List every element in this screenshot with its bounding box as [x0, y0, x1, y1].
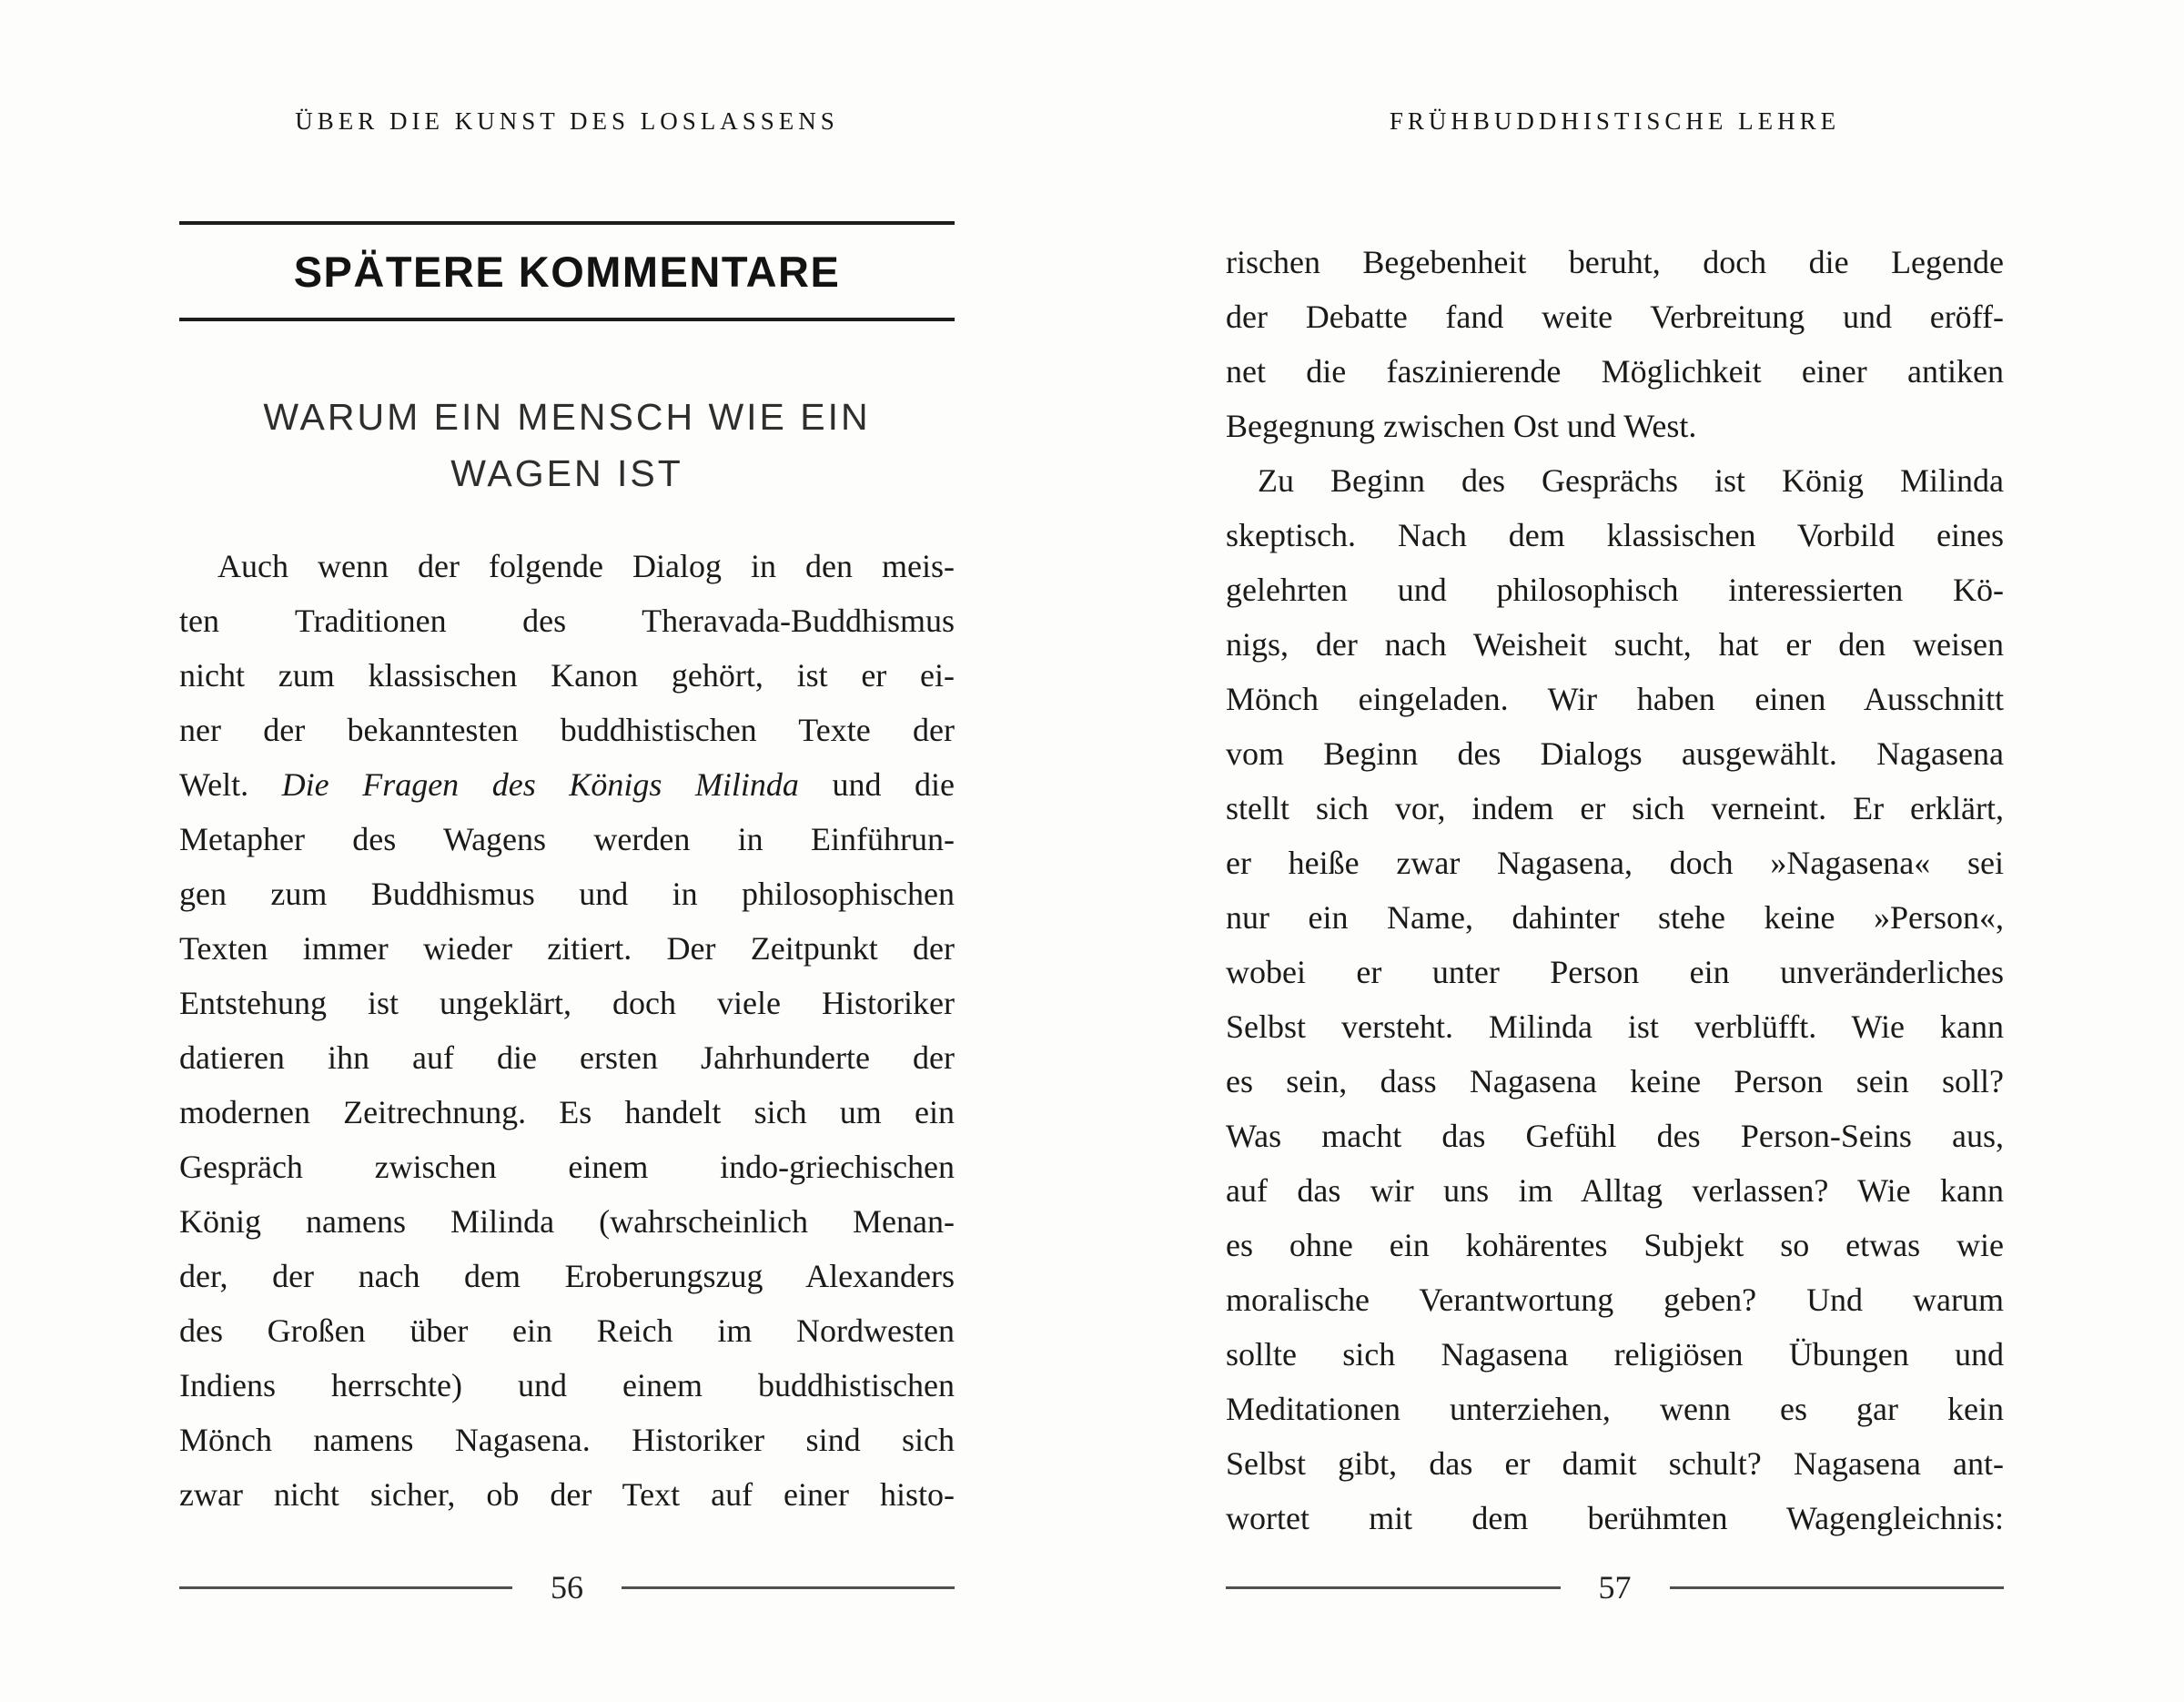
text-line: Mönch namens Nagasena. Historiker sind sich	[179, 1422, 955, 1458]
page-footer-right	[1226, 1567, 2004, 1607]
text-line: nigs, der nach Weisheit sucht, hat er den weisen	[1226, 626, 2004, 663]
section-title-box	[179, 221, 955, 321]
text-line: er heiße zwar Nagasena, doch »Nagasena« sei	[1226, 845, 2004, 881]
text-line: des Großen über ein Reich im Nordwesten	[179, 1312, 955, 1349]
text-line: gelehrten und philosophisch interessierten Kö-	[1226, 572, 2004, 608]
footer-rule-left	[179, 1586, 512, 1589]
left-page	[179, 0, 955, 1702]
text-line: WAGEN IST	[450, 452, 683, 494]
text-line: Entstehung ist ungeklärt, doch viele Historiker	[179, 985, 955, 1021]
page-number: 56	[551, 1569, 583, 1606]
text-line: Meditationen unterziehen, wenn es gar kein	[1226, 1391, 2004, 1427]
text-run: Welt.	[179, 766, 282, 803]
chapter-subtitle	[179, 389, 955, 501]
running-head-left: ÜBER DIE KUNST DES LOSLASSENS	[295, 107, 839, 135]
text-line: nur ein Name, dahinter stehe keine »Person«,	[1226, 899, 2004, 936]
text-line: König namens Milinda (wahrscheinlich Menan-	[179, 1203, 955, 1240]
text-line: Indiens herrschte) und einem buddhistischen	[179, 1367, 955, 1403]
text-line: Gespräch zwischen einem indo-griechischen	[179, 1149, 955, 1185]
footer-rule-left	[1226, 1586, 1561, 1589]
body-text-left	[179, 539, 955, 1522]
text-line: Zu Beginn des Gesprächs ist König Milinda	[1258, 462, 2004, 499]
text-line: wobei er unter Person ein unveränderliches	[1226, 954, 2004, 990]
text-line: auf das wir uns im Alltag verlassen? Wie kann	[1226, 1172, 2004, 1209]
text-line: gen zum Buddhismus und in philosophischen	[179, 876, 955, 912]
text-line: skeptisch. Nach dem klassischen Vorbild eines	[1226, 517, 2004, 553]
text-line: vom Beginn des Dialogs ausgewählt. Nagasena	[1226, 735, 2004, 772]
text-line: es ohne ein kohärentes Subjekt so etwas wie	[1226, 1227, 2004, 1263]
page-footer-left	[179, 1567, 955, 1607]
body-text-right	[1226, 235, 2004, 1545]
text-line: der, der nach dem Eroberungszug Alexanders	[179, 1258, 955, 1294]
text-line: datieren ihn auf die ersten Jahrhunderte der	[179, 1039, 955, 1076]
text-line: wortet mit dem berühmten Wagengleichnis:	[1226, 1500, 2004, 1536]
text-line: sollte sich Nagasena religiösen Übungen und	[1226, 1336, 2004, 1373]
text-line	[179, 757, 955, 812]
text-line: nicht zum klassischen Kanon gehört, ist er ei-	[179, 657, 955, 694]
text-line: WARUM EIN MENSCH WIE EIN	[263, 396, 871, 438]
text-line: net die faszinierende Möglichkeit einer antiken	[1226, 353, 2004, 390]
text-line: modernen Zeitrechnung. Es handelt sich um ein	[179, 1094, 955, 1130]
text-line: der Debatte fand weite Verbreitung und eröff-	[1226, 299, 2004, 335]
footer-rule-right	[622, 1586, 955, 1589]
text-line: es sein, dass Nagasena keine Person sein soll?	[1226, 1063, 2004, 1099]
text-line: Begegnung zwischen Ost und West.	[1226, 408, 1697, 444]
page-number: 57	[1598, 1569, 1632, 1606]
text-line: stellt sich vor, indem er sich verneint. Er erklärt,	[1226, 790, 2004, 826]
text-line: ten Traditionen des Theravada-Buddhismus	[179, 603, 955, 639]
text-line: zwar nicht sicher, ob der Text auf einer histo-	[179, 1476, 955, 1513]
text-line: Texten immer wieder zitiert. Der Zeitpunkt der	[179, 930, 955, 967]
text-line: Mönch eingeladen. Wir haben einen Ausschnitt	[1226, 681, 2004, 717]
italic-book-title: Die Fragen des Königs Milinda	[281, 766, 799, 803]
text-line: Was macht das Gefühl des Person-Seins aus,	[1226, 1118, 2004, 1154]
text-line: rischen Begebenheit beruht, doch die Legende	[1226, 244, 2004, 280]
text-run: und die	[798, 766, 956, 803]
text-line: ner der bekanntesten buddhistischen Texte der	[179, 712, 955, 748]
text-line: Auch wenn der folgende Dialog in den meis-	[217, 548, 955, 584]
footer-rule-right	[1670, 1586, 2005, 1589]
text-line: Metapher des Wagens werden in Einführun-	[179, 821, 955, 857]
text-line: Selbst gibt, das er damit schult? Nagasena ant-	[1226, 1445, 2004, 1482]
right-page	[1226, 0, 2004, 1702]
running-head-right: FRÜHBUDDHISTISCHE LEHRE	[1389, 107, 1841, 135]
text-line: Selbst versteht. Milinda ist verblüfft. Wie kann	[1226, 1008, 2004, 1045]
text-line: moralische Verantwortung geben? Und warum	[1226, 1282, 2004, 1318]
section-title: SPÄTERE KOMMENTARE	[293, 247, 841, 296]
